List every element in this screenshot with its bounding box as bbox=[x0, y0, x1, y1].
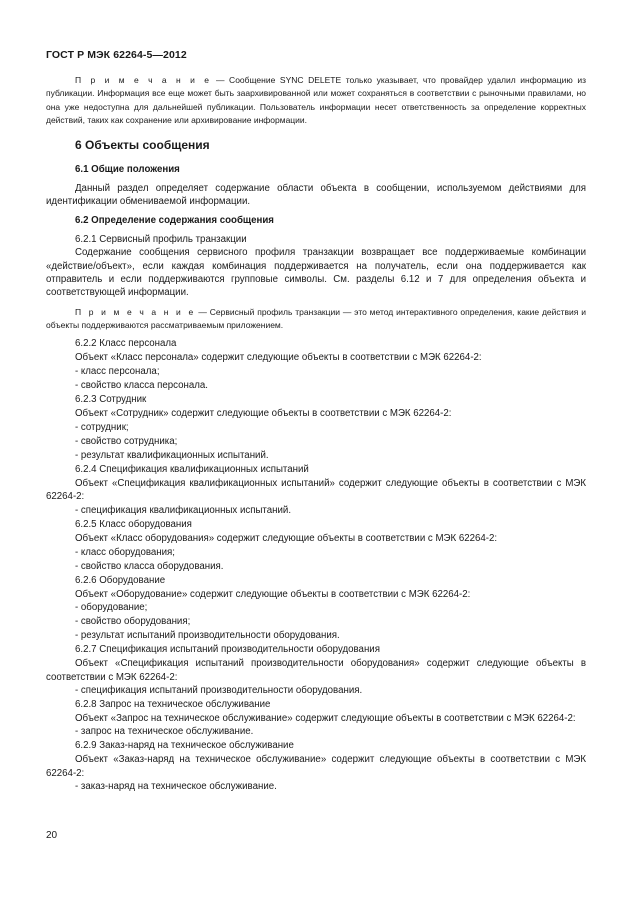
subsection-title: 6.2.6 Оборудование bbox=[75, 574, 166, 586]
paragraph: Объект «Спецификация квалификационных испытаний» содержит следующие объекты в соответствии с МЭК 62264-2: bbox=[46, 477, 586, 503]
subsection-title: 6.2.9 Заказ-наряд на техническое обслуживание bbox=[75, 740, 294, 752]
document-header: ГОСТ Р МЭК 62264-5—2012 bbox=[46, 49, 187, 61]
section-6-2-1-text: Содержание сообщения сервисного профиля транзакции возвращает все поддерживаемые комбинации «действие/объект», если каждая комбинация поддерживается на получатель, если она поддерживается как отправитель и если поддерживаются групповые символы. См. разделы 6.12 и 7 для определения объекта и соответствующей информации. bbox=[46, 247, 586, 299]
list-item: - свойство оборудования; bbox=[75, 616, 191, 628]
list-item: - результат квалификационных испытаний. bbox=[75, 450, 269, 462]
subsection-title: 6.2.2 Класс персонала bbox=[75, 338, 177, 350]
paragraph: Объект «Заказ-наряд на техническое обслуживание» содержит следующие объекты в соответствии с МЭК 62264-2: bbox=[46, 754, 586, 779]
section-6-2-1-title: 6.2.1 Сервисный профиль транзакции bbox=[75, 233, 247, 245]
subsection-title: 6.2.8 Запрос на техническое обслуживание bbox=[75, 699, 271, 711]
list-item: - свойство сотрудника; bbox=[75, 436, 178, 448]
list-item: - класс оборудования; bbox=[75, 546, 175, 558]
note-1 bbox=[46, 74, 586, 127]
list-item: - класс персонала; bbox=[75, 366, 160, 378]
paragraph: Объект «Запрос на техническое обслуживание» содержит следующие объекты в соответствии с МЭК 62264-2: bbox=[75, 712, 576, 724]
note-text: — Сервисный профиль транзакции — это метод интерактивного определения, какие действия и объекты поддерживаются рассматриваемым приложением. bbox=[46, 306, 586, 331]
list-item: - свойство класса оборудования. bbox=[75, 560, 224, 572]
section-6-1-title: 6.1 Общие положения bbox=[75, 164, 180, 176]
page-content bbox=[46, 74, 586, 794]
list-item: - оборудование; bbox=[75, 602, 148, 614]
paragraph: Объект «Сотрудник» содержит следующие объекты в соответствии с МЭК 62264-2: bbox=[75, 408, 452, 420]
paragraph: Объект «Оборудование» содержит следующие объекты в соответствии с МЭК 62264-2: bbox=[75, 588, 471, 600]
section-6-1-text: Данный раздел определяет содержание области объекта в сообщении, используемом действиями для идентификации обмениваемой информации. bbox=[46, 182, 586, 207]
list-item: - спецификация квалификационных испытаний. bbox=[75, 504, 292, 516]
note-text: — Сообщение SYNC DELETE только указывает, что провайдер удалил информацию из публикации. Информация все еще может быть заархивированной или может сохраняться в соответствии с рыночными правилами, но она уже недоступна для дальнейшей публикации. Пользователь информации несет ответственность за определение корректных действий, таких как сохранение или архивирование информации. bbox=[46, 75, 586, 125]
subsection-title: 6.2.7 Спецификация испытаний производительности оборудования bbox=[75, 644, 380, 656]
subsection-title: 6.2.3 Сотрудник bbox=[75, 394, 147, 406]
section-6-title: 6 Объекты сообщения bbox=[75, 138, 210, 153]
list-item: - сотрудник; bbox=[75, 422, 129, 434]
note-label: П р и м е ч а н и е bbox=[75, 306, 196, 317]
list-item: - заказ-наряд на техническое обслуживание. bbox=[75, 781, 277, 793]
subsection-title: 6.2.5 Класс оборудования bbox=[75, 518, 192, 530]
paragraph: Объект «Класс персонала» содержит следующие объекты в соответствии с МЭК 62264-2: bbox=[75, 352, 482, 364]
page-number: 20 bbox=[46, 830, 58, 841]
content-lines bbox=[46, 337, 586, 794]
paragraph: Объект «Класс оборудования» содержит следующие объекты в соответствии с МЭК 62264-2: bbox=[75, 532, 498, 544]
list-item: - спецификация испытаний производительности оборудования. bbox=[75, 685, 363, 697]
list-item: - результат испытаний производительности оборудования. bbox=[75, 630, 340, 642]
note-label: П р и м е ч а н и е bbox=[75, 75, 212, 85]
list-item: - свойство класса персонала. bbox=[75, 380, 208, 392]
subsection-title: 6.2.4 Спецификация квалификационных испытаний bbox=[75, 464, 309, 476]
list-item: - запрос на техническое обслуживание. bbox=[75, 726, 254, 738]
note-2 bbox=[46, 306, 586, 333]
section-6-2-title: 6.2 Определение содержания сообщения bbox=[75, 215, 274, 227]
paragraph: Объект «Спецификация испытаний производительности оборудования» содержит следующие объекты в соответствии с МЭК 62264-2: bbox=[46, 658, 586, 683]
